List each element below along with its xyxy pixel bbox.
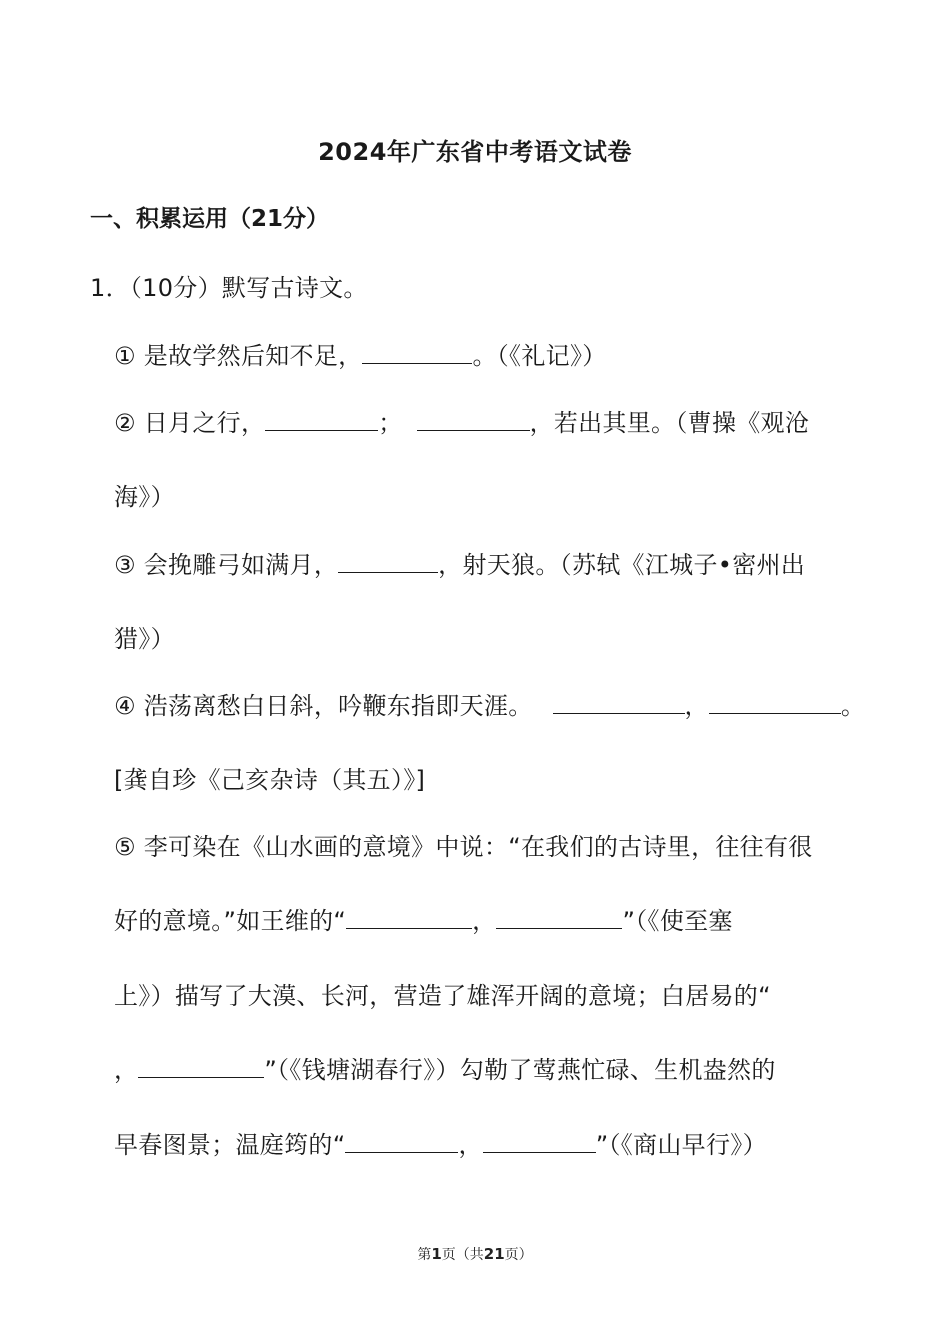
item-text: 好的意境。”如王维的“ — [114, 907, 347, 935]
exam-title: 2024年广东省中考语文试卷 — [318, 138, 632, 166]
item-5-line-3: 上》）描写了大漠、长河，营造了雄浑开阔的意境；白居易的“ — [114, 982, 771, 1010]
section-heading: 一、积累运用（21分） — [90, 206, 330, 232]
answer-blank[interactable] — [338, 550, 438, 573]
answer-blank[interactable] — [345, 1130, 458, 1153]
item-text: ，若出其里。（曹操《观沧 — [529, 409, 810, 437]
item-text: ② 日月之行， — [114, 409, 266, 437]
item-3-cont: 猎》） — [114, 625, 175, 653]
item-text: ，射天狼。（苏轼《江城子•密州出 — [438, 551, 806, 579]
item-text: ”（《使至塞 — [622, 907, 733, 935]
item-text: 早春图景；温庭筠的“ — [114, 1131, 346, 1159]
answer-blank[interactable] — [417, 408, 530, 431]
item-text: ， — [458, 1131, 483, 1159]
item-text: ① 是故学然后知不足， — [114, 342, 363, 370]
answer-blank[interactable] — [553, 691, 685, 714]
item-5-line-5 — [114, 1125, 767, 1160]
item-3 — [114, 545, 805, 580]
answer-blank[interactable] — [346, 906, 472, 929]
item-4-source: [龚自珍《己亥杂诗（其五）》] — [114, 766, 426, 794]
answer-blank[interactable] — [709, 691, 841, 714]
item-1 — [114, 336, 607, 371]
item-text: ④ 浩荡离愁白日斜，吟鞭东指即天涯。 — [114, 692, 533, 720]
item-4 — [114, 686, 865, 721]
item-5-line-4 — [114, 1050, 776, 1085]
item-text: ； — [378, 409, 403, 437]
page-total: 21 — [483, 1245, 505, 1263]
page-number: 1 — [431, 1245, 442, 1263]
footer-text: 页） — [504, 1247, 533, 1263]
answer-blank[interactable] — [362, 341, 472, 364]
answer-blank[interactable] — [496, 906, 622, 929]
item-text: ③ 会挽雕弓如满月， — [114, 551, 339, 579]
page-footer — [0, 1244, 950, 1264]
question-stem: 1．（10分）默写古诗文。 — [90, 274, 368, 302]
answer-blank[interactable] — [265, 408, 378, 431]
footer-text: 页（共 — [441, 1247, 484, 1263]
item-text: ”（《钱塘湖春行》）勾勒了莺燕忙碌、生机盎然的 — [264, 1056, 776, 1084]
item-5-line-2 — [114, 901, 733, 936]
item-text: ， — [114, 1056, 139, 1084]
item-text: 。 — [840, 692, 866, 720]
answer-blank[interactable] — [483, 1130, 596, 1153]
item-5: ⑤ 李可染在《山水画的意境》中说：“在我们的古诗里，往往有很 — [114, 833, 813, 861]
item-text: ， — [684, 692, 709, 720]
item-text: ， — [472, 907, 497, 935]
item-text: ”（《商山早行》） — [595, 1131, 767, 1159]
item-text: 。（《礼记》） — [472, 342, 607, 370]
footer-text: 第 — [417, 1247, 432, 1263]
item-2-cont: 海》） — [114, 483, 175, 511]
answer-blank[interactable] — [138, 1055, 264, 1078]
item-2 — [114, 403, 809, 438]
